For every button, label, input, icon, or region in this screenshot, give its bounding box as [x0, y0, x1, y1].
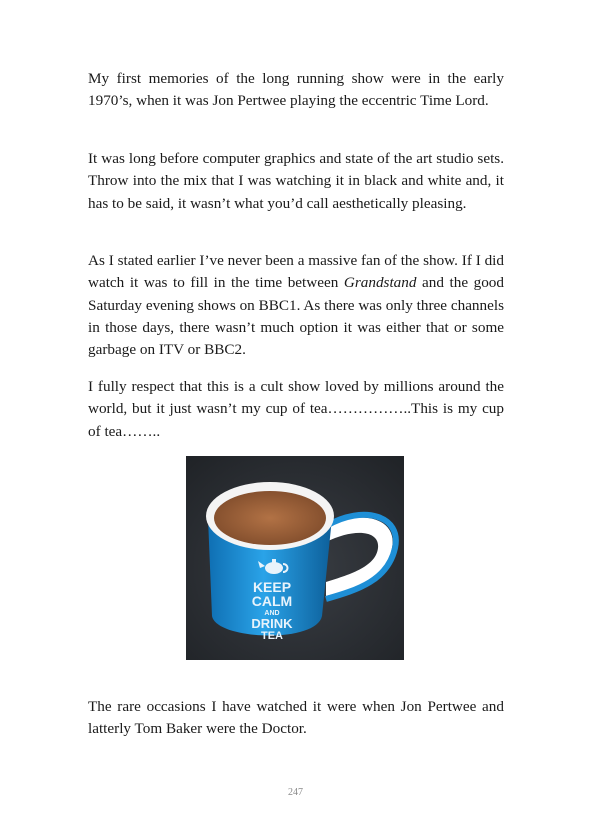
- mug-text-and: AND: [264, 610, 280, 617]
- tea-surface: [214, 491, 326, 545]
- tea-mug-photo: [186, 456, 404, 660]
- paragraph-3-end: and the good Saturday evening shows on BBC1. As there was only three channels in those days, there wasn’t much option it was either that or some garbage on ITV or BBC2.: [88, 274, 504, 359]
- paragraph-1: My first memories of the long running show were in the early 1970’s, when it was Jon Pertwee playing the eccentric Time Lord.: [88, 70, 504, 110]
- mug-text-keep: KEEP: [252, 579, 292, 595]
- mug-text-calm: CALM: [251, 593, 293, 609]
- paragraph-4: I fully respect that this is a cult show loved by millions around the world, but it just wasn’t my cup of tea……………..This is my cup of tea……..: [88, 378, 504, 440]
- mug-text-drink: DRINK: [251, 616, 293, 631]
- grandstand-title: Grandstand: [343, 274, 417, 292]
- page-number: 247: [288, 787, 303, 798]
- paragraph-2: It was long before computer graphics and state of the art studio sets. Throw into the mix that I was watching it in black and white and, it has to be said, it wasn’t what you’d call aesthetically pleasing.: [88, 150, 504, 212]
- paragraph-5: The rare occasions I have watched it were when Jon Pertwee and latterly Tom Baker were the Doctor.: [88, 698, 504, 738]
- paragraph-3: [88, 250, 504, 361]
- mug-text-tea: TEA: [261, 630, 283, 642]
- paragraph-3-start: As I stated earlier I’ve never been a massive fan of the show. If I did watch it was to fill in the time between: [88, 252, 504, 292]
